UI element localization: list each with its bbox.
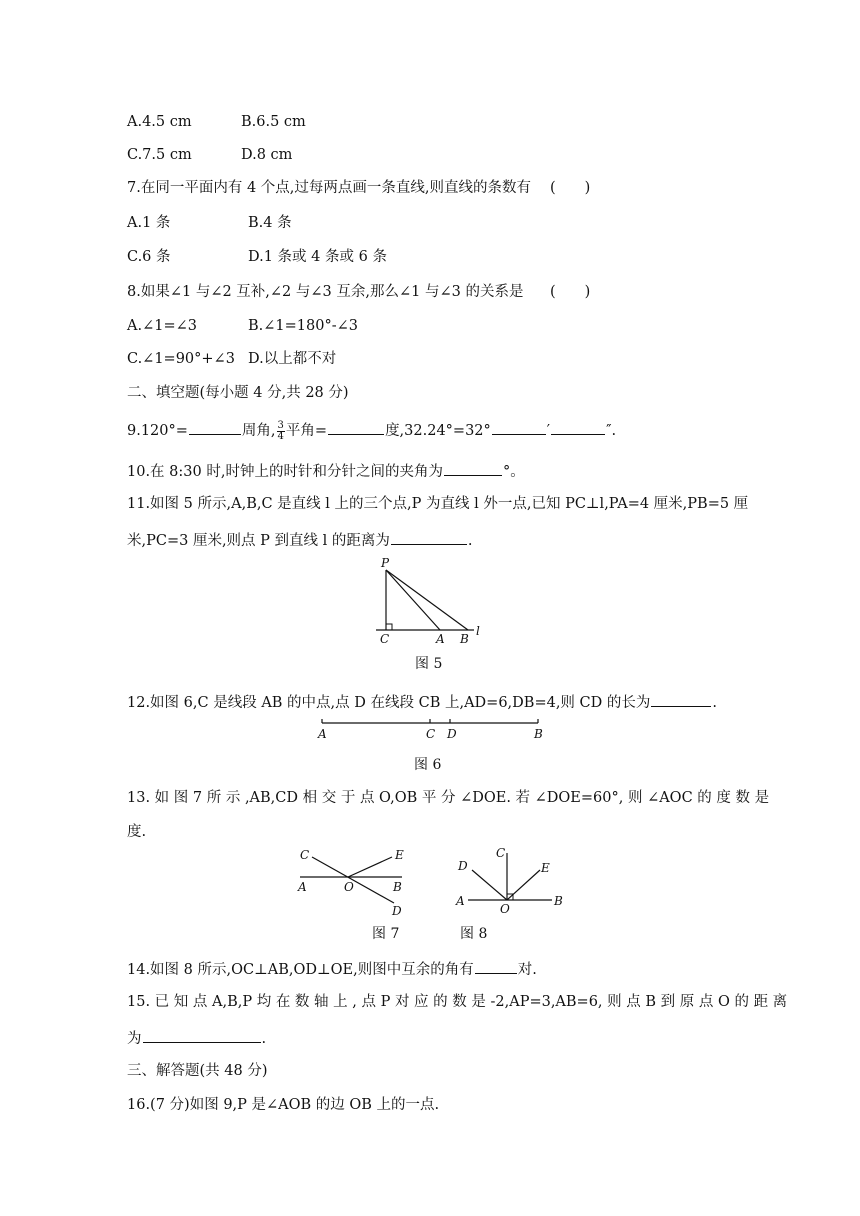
fig6-label-a: A [318, 727, 327, 741]
q10-text-2: °。 [502, 464, 525, 480]
q10-text-1: 10.在 8:30 时,时钟上的时针和分针之间的夹角为 [127, 464, 443, 480]
fig7-label-d: D [392, 904, 402, 917]
fig5-label-a: A [436, 632, 445, 646]
q15-blank[interactable] [143, 1026, 261, 1043]
q10 [127, 459, 525, 482]
fig5-label-p: P [381, 556, 390, 570]
fig6-label-c: C [426, 727, 436, 741]
q7-option-a: A.1 条 [127, 215, 171, 231]
q7-option-d: D.1 条或 4 条或 6 条 [248, 249, 387, 265]
q9-text-5: ′ [546, 423, 551, 439]
fig8-label-e: E [541, 861, 550, 875]
fig8-label-a: A [456, 894, 465, 908]
fig6-label-b: B [534, 727, 543, 741]
q14-text: 14.如图 8 所示,OC⊥AB,OD⊥OE,则图中互余的角有 [127, 962, 474, 978]
q11-blank[interactable] [391, 528, 467, 545]
q15-line-2 [127, 1026, 266, 1049]
figure-8-caption: 图 8 [460, 926, 488, 942]
ray-od [472, 870, 507, 900]
q13-line-1: 13. 如 图 7 所 示 ,AB,CD 相 交 于 点 O,OB 平 分 ∠DOE. 若 ∠DOE=60°, 则 ∠AOC 的 度 数 是 [127, 790, 770, 806]
fig7-label-c: C [300, 848, 310, 862]
q9-fraction-numerator: 3 [277, 419, 284, 431]
fig8-label-c: C [496, 846, 506, 860]
q9-text-6: ″. [606, 423, 617, 439]
q11-line-1: 11.如图 5 所示,A,B,C 是直线 l 上的三个点,P 为直线 l 外一点,已知 PC⊥l,PA=4 厘米,PB=5 厘 [127, 496, 749, 512]
q14-blank[interactable] [475, 957, 517, 974]
figure-5-caption: 图 5 [415, 656, 443, 672]
q6-option-c: C.7.5 cm [127, 147, 192, 163]
q9-text-4: 度,32.24°=32° [385, 423, 491, 439]
fig5-label-b: B [460, 632, 469, 646]
q15-line-1: 15. 已 知 点 A,B,P 均 在 数 轴 上 , 点 P 对 应 的 数 是 -2,AP=3,AB=6, 则 点 B 到 原 点 O 的 距 离 [127, 994, 788, 1010]
q11-text: 米,PC=3 厘米,则点 P 到直线 l 的距离为 [127, 533, 390, 549]
q12-text: 12.如图 6,C 是线段 AB 的中点,点 D 在线段 CB 上,AD=6,DB=4,则 CD 的长为 [127, 695, 651, 711]
fig8-label-d: D [458, 859, 468, 873]
ray-oe [507, 870, 540, 900]
q7-answer-paren: ( ) [550, 180, 591, 196]
q8-option-a: A.∠1=∠3 [127, 318, 197, 334]
figure-6-diagram [310, 715, 550, 743]
q11-end: . [467, 533, 473, 549]
q7-stem: 7.在同一平面内有 4 个点,过每两点画一条直线,则直线的条数有 [127, 180, 531, 196]
fig8-label-o: O [500, 902, 510, 915]
fig5-label-c: C [380, 632, 390, 646]
q16-stem: 16.(7 分)如图 9,P 是∠AOB 的边 OB 上的一点. [127, 1097, 440, 1113]
q9-blank-3[interactable] [492, 418, 546, 435]
segment-pb [386, 570, 468, 630]
fig5-label-l: l [476, 624, 480, 638]
q12-end: . [712, 695, 717, 711]
fig7-label-o: O [344, 880, 354, 894]
q8-answer-paren: ( ) [550, 284, 591, 300]
q15-end: . [261, 1031, 267, 1047]
q9-text-2: 周角, [241, 423, 276, 439]
q15-text: 为 [127, 1031, 142, 1047]
fig7-label-e: E [395, 848, 404, 862]
q7-option-b: B.4 条 [248, 215, 292, 231]
q9-blank-4[interactable] [551, 418, 605, 435]
q9 [127, 418, 616, 442]
fig7-label-b: B [393, 880, 402, 894]
figure-7-caption: 图 7 [372, 926, 400, 942]
q12-blank[interactable] [651, 690, 711, 707]
q13-line-2: 度. [127, 824, 147, 840]
q11-line-2 [127, 528, 473, 551]
section-heading-answer: 三、解答题(共 48 分) [127, 1063, 268, 1079]
q9-fraction [277, 421, 285, 442]
q8-option-d: D.以上都不对 [248, 351, 337, 367]
q9-blank-2[interactable] [328, 418, 384, 435]
fig8-label-b: B [554, 894, 563, 908]
q9-fraction-denominator: 4 [277, 430, 284, 442]
figure-6-caption: 图 6 [414, 757, 442, 773]
section-heading-fill-in: 二、填空题(每小题 4 分,共 28 分) [127, 385, 349, 401]
q6-option-a: A.4.5 cm [127, 114, 192, 130]
q8-option-c: C.∠1=90°+∠3 [127, 351, 235, 367]
segment-pa [386, 570, 440, 630]
q7-option-c: C.6 条 [127, 249, 171, 265]
q9-text-3: 平角= [285, 423, 328, 439]
q9-blank-1[interactable] [189, 418, 241, 435]
figure-8-diagram [450, 843, 570, 915]
q10-blank[interactable] [444, 459, 502, 476]
fig6-label-d: D [447, 727, 457, 741]
q14-end: 对. [517, 962, 537, 978]
q14 [127, 957, 537, 980]
q6-option-b: B.6.5 cm [241, 114, 306, 130]
q9-text-1: 9.120°= [127, 423, 188, 439]
q12 [127, 690, 717, 713]
ray-oe [348, 857, 392, 877]
right-angle-mark [386, 624, 392, 630]
q6-option-d: D.8 cm [241, 147, 293, 163]
q8-stem: 8.如果∠1 与∠2 互补,∠2 与∠3 互余,那么∠1 与∠3 的关系是 [127, 284, 524, 300]
q8-option-b: B.∠1=180°-∠3 [248, 318, 358, 334]
fig7-label-a: A [298, 880, 307, 894]
figure-7-diagram [290, 845, 415, 917]
figure-5-diagram [370, 555, 500, 647]
